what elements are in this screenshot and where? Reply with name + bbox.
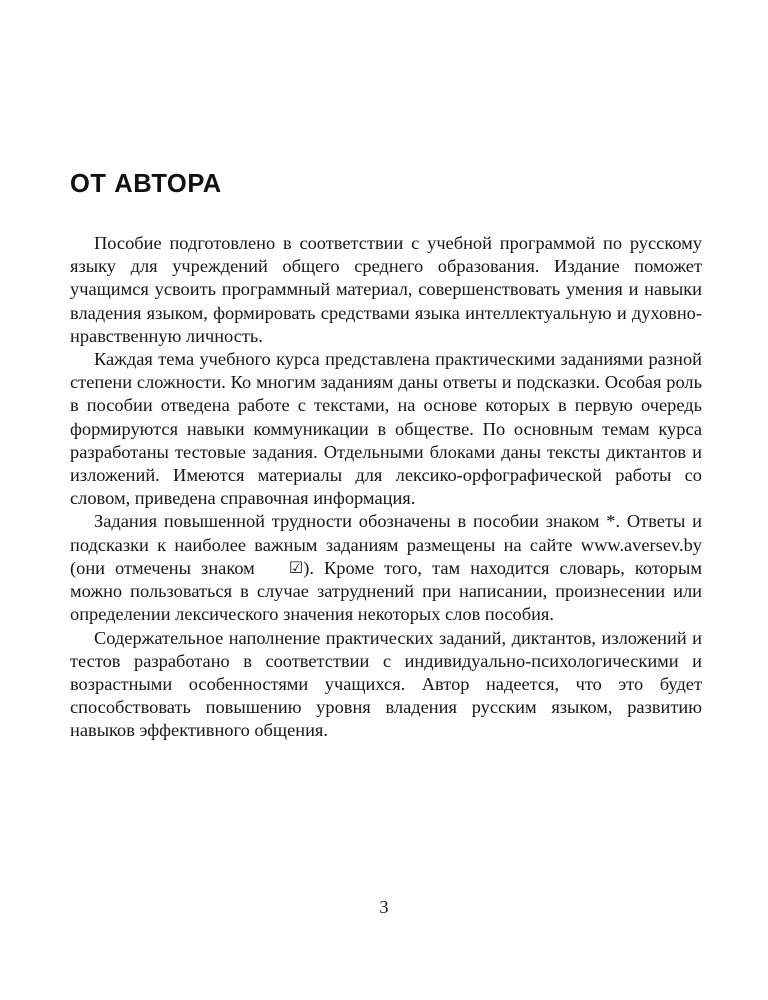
paragraph-4: Содержательное наполнение практических заданий, диктантов, изложений и тестов разработано в соответствии с индивидуально-психологическими и возрастными особенностями учащихся. Автор надеется, что это будет способствовать повышению уровня владения русским языком, развитию навыков эффективного общения.	[70, 627, 702, 741]
checkbox-checked-icon: ☑	[288, 557, 304, 577]
page-title: ОТ АВТОРА	[70, 170, 222, 198]
paragraph-3-part-2: ). Кроме того, там находится словарь, которым можно пользоваться в случае затруднений при написании, произнесении или определении лексического значения некоторых слов пособия.	[70, 557, 703, 625]
paragraph-1: Пособие подготовлено в соответствии с учебной программой по русскому языку для учреждений общего среднего образования. Издание поможет учащимся усвоить программный материал, совершенствовать умения и навыки владения языком, формировать средствами языка интеллектуальную и духовно-нравственную личность.	[70, 233, 702, 346]
paragraph-2: Каждая тема учебного курса представлена практическими заданиями разной степени сложности. Ко многим заданиям даны ответы и подсказки. Особая роль в пособии отведена работе с текстами, на основе которых в первую очередь формируются навыки коммуникации в обществе. По основным темам курса разработаны тестовые задания. Отдельными блоками даны тексты диктантов и изложений. Имеются материалы для лексико-орфографической работы со словом, приведена справочная информация.	[70, 349, 702, 509]
paragraph-3	[70, 510, 702, 626]
paragraph-3-part-1: Задания повышенной трудности обозначены в пособии знаком *. Ответы и подсказки к наиболее важным заданиям размещены на сайте www.aversev.by (они отмечены знаком	[70, 511, 702, 578]
page-content	[70, 170, 702, 743]
page-number: 3	[379, 897, 389, 917]
